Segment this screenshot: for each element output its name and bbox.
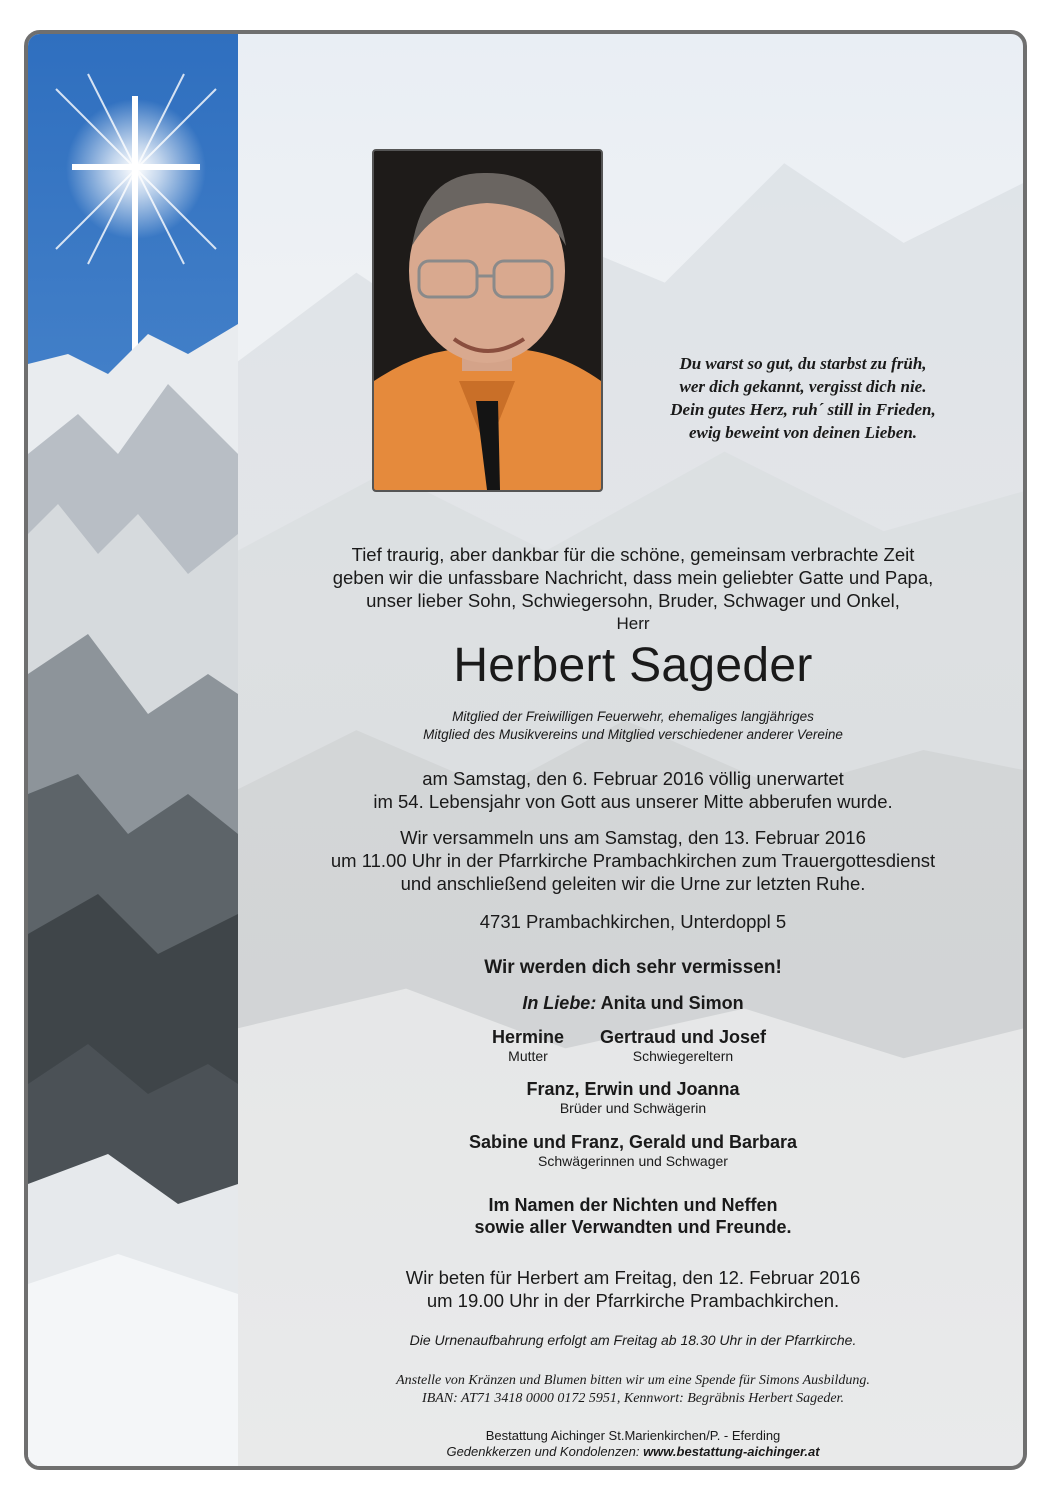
footer — [238, 1428, 1027, 1460]
intro-line: Tief traurig, aber dankbar für die schöne, gemeinsam verbrachte Zeit — [351, 544, 915, 565]
brothers-role: Brüder und Schwägerin — [559, 1100, 707, 1116]
membership-line: Mitglied der Freiwilligen Feuerwehr, ehemaliges langjähriges — [452, 709, 814, 724]
miss-you-text: Wir werden dich sehr vermissen! — [484, 957, 782, 978]
address: 4731 Prambachkirchen, Unterdoppl 5 — [479, 911, 787, 932]
love-names: Anita und Simon — [600, 993, 744, 1013]
condolence-prefix: Gedenkkerzen und Kondolenzen: — [446, 1444, 640, 1459]
poem-line: ewig beweint von deinen Lieben. — [688, 423, 918, 442]
prayer-info — [238, 1266, 1027, 1312]
funeral-line: um 11.00 Uhr in der Pfarrkirche Prambachkirchen zum Trauergottesdienst — [330, 850, 936, 871]
poem-line: Dein gutes Herz, ruh´ still in Frieden, — [670, 400, 936, 419]
left-image-strip — [28, 34, 238, 1466]
death-notice-line: im 54. Lebensjahr von Gott aus unserer Mitte abberufen wurde. — [373, 791, 893, 812]
intro-line: unser lieber Sohn, Schwiegersohn, Bruder, Schwager und Onkel, — [366, 590, 900, 611]
portrait-photo — [372, 149, 603, 492]
main-content — [238, 34, 1023, 1466]
memorial-poem — [608, 352, 998, 444]
on-behalf-line: sowie aller Verwandten und Freunde. — [474, 1217, 792, 1237]
poem-line: Du warst so gut, du starbst zu früh, — [679, 354, 927, 373]
prayer-line: Wir beten für Herbert am Freitag, den 12. Februar 2016 — [405, 1267, 861, 1288]
urn-note: Die Urnenaufbahrung erfolgt am Freitag ab 18.30 Uhr in der Pfarrkirche. — [409, 1332, 857, 1348]
mountain-cross-image — [28, 34, 238, 1466]
siblings-inlaw-role: Schwägerinnen und Schwager — [538, 1153, 728, 1169]
donation-line: Anstelle von Kränzen und Blumen bitten wir um eine Spende für Simons Ausbildung. — [396, 1373, 870, 1388]
parte-frame — [24, 30, 1027, 1470]
prayer-line: um 19.00 Uhr in der Pfarrkirche Prambachkirchen. — [426, 1290, 840, 1311]
mother-block — [468, 1026, 588, 1065]
poem-line: wer dich gekannt, vergisst dich nie. — [679, 377, 927, 396]
on-behalf-line: Im Namen der Nichten und Neffen — [488, 1195, 778, 1215]
inlaws-name: Gertraud und Josef — [599, 1027, 767, 1047]
brothers-block — [238, 1078, 1027, 1117]
condolence-line — [238, 1444, 1027, 1460]
family-love-line — [238, 992, 1027, 1014]
siblings-inlaw-name: Sabine und Franz, Gerald und Barbara — [468, 1132, 798, 1152]
brothers-name: Franz, Erwin und Joanna — [526, 1079, 740, 1099]
membership-line: Mitglied des Musikvereins und Mitglied verschiedener anderer Vereine — [423, 727, 843, 742]
mother-name: Hermine — [491, 1027, 565, 1047]
donation-line: IBAN: AT71 3418 0000 0172 5951, Kennwort: Begräbnis Herbert Sageder. — [422, 1391, 844, 1406]
website-link[interactable]: www.bestattung-aichinger.at — [643, 1444, 820, 1459]
on-behalf-text — [238, 1194, 1027, 1238]
mother-role: Mutter — [508, 1048, 548, 1064]
portrait-image — [374, 151, 601, 490]
intro-text — [238, 543, 1027, 635]
funeral-info — [238, 826, 1027, 895]
funeral-line: und anschließend geleiten wir die Urne zur letzten Ruhe. — [400, 873, 866, 894]
love-prefix: In Liebe: — [522, 993, 597, 1013]
death-notice-line: am Samstag, den 6. Februar 2016 völlig unerwartet — [422, 768, 844, 789]
intro-line: Herr — [616, 614, 650, 633]
intro-line: geben wir die unfassbare Nachricht, dass mein geliebter Gatte und Papa, — [332, 567, 934, 588]
deceased-name: Herbert Sageder — [453, 639, 813, 692]
undertaker: Bestattung Aichinger St.Marienkirchen/P. - Eferding — [485, 1428, 781, 1443]
siblings-inlaw-block — [238, 1131, 1027, 1170]
donation-note — [238, 1372, 1027, 1408]
inlaws-block — [588, 1026, 778, 1065]
inlaws-role: Schwiegereltern — [632, 1048, 734, 1064]
memberships — [238, 708, 1027, 744]
death-notice — [238, 767, 1027, 813]
funeral-line: Wir versammeln uns am Samstag, den 13. Februar 2016 — [400, 827, 866, 848]
